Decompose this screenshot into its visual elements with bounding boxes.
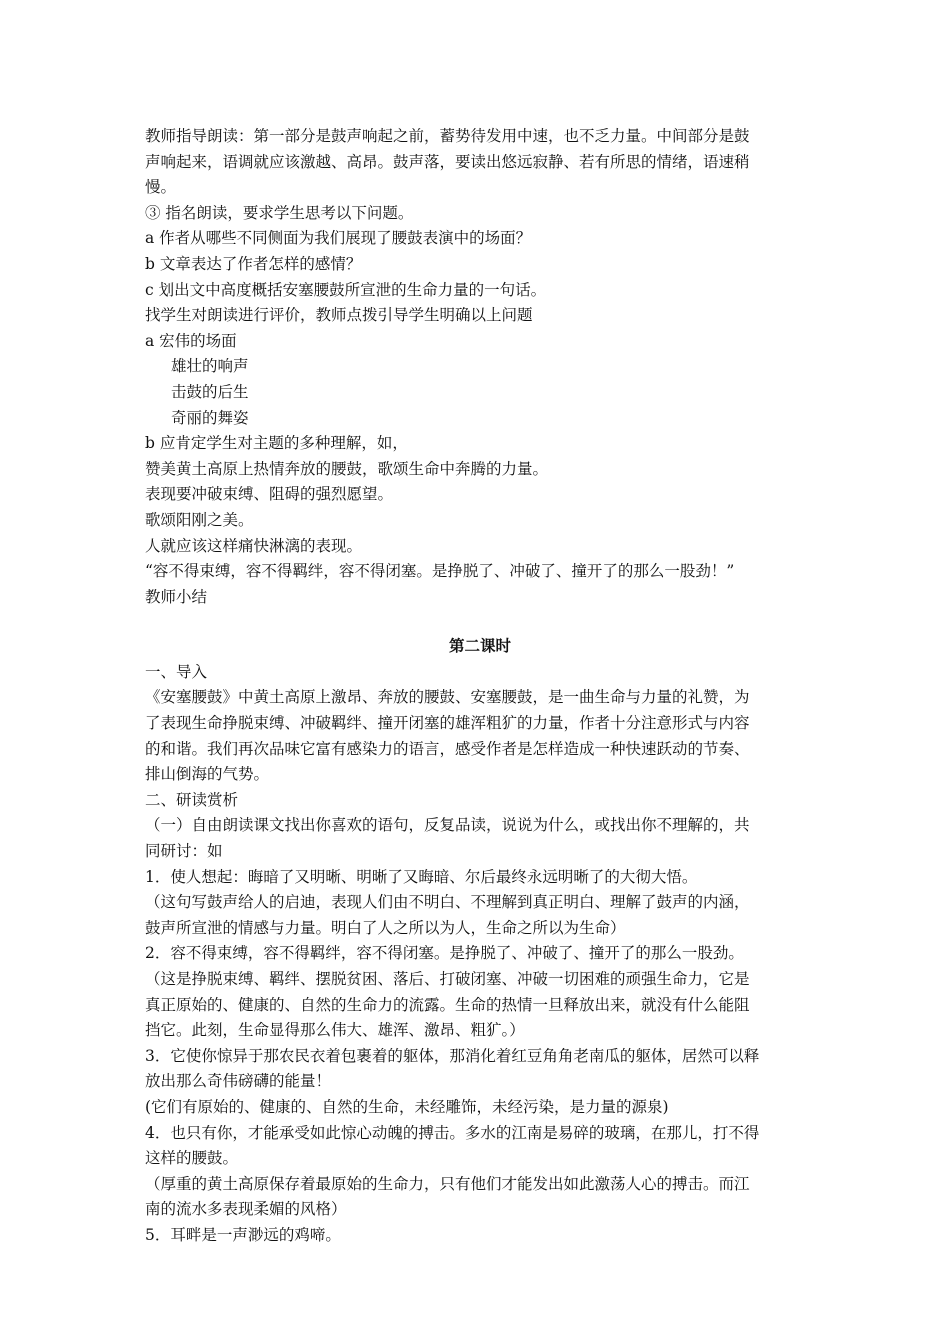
text-line: ③ 指名朗读，要求学生思考以下问题。	[145, 203, 414, 222]
document-page	[145, 124, 815, 1249]
text-line: 表现要冲破束缚、阻碍的强烈愿望。	[145, 485, 394, 504]
sentence-4: 4．也只有你，才能承受如此惊心动魄的搏击。多水的江南是易碎的玻璃，在那儿，打不得	[145, 1123, 760, 1142]
sentence-1: 1．使人想起：晦暗了又明晰、明晰了又晦暗、尔后最终永远明晰了的大彻大悟。	[145, 867, 698, 886]
note-1: 鼓声所宣泄的情感与力量。明白了人之所以为人，生命之所以为生命）	[145, 918, 626, 937]
note-3: (它们有原始的、健康的、自然的生命，未经雕饰，未经污染，是力量的源泉)	[145, 1097, 669, 1116]
sentence-4: 这样的腰鼓。	[145, 1149, 239, 1168]
text-line: 排山倒海的气势。	[145, 765, 270, 784]
sentence-2: 2．容不得束缚，容不得羁绊，容不得闭塞。是挣脱了、冲破了、撞开了的那么一股劲。	[145, 944, 744, 963]
note-2: 真正原始的、健康的、自然的生命力的流露。生命的热情一旦释放出来，就没有什么能阻	[145, 995, 750, 1014]
lesson-one-reading-section	[145, 124, 815, 610]
text-line: 了表现生命挣脱束缚、冲破羁绊、撞开闭塞的雄浑粗犷的力量，作者十分注意形式与内容	[145, 714, 750, 733]
text-line: 同研讨：如	[145, 842, 223, 861]
text-line: 人就应该这样痛快淋漓的表现。	[145, 536, 363, 555]
question-a: a 作者从哪些不同侧面为我们展现了腰鼓表演中的场面？	[145, 229, 532, 248]
text-line: 教师小结	[145, 587, 208, 606]
text-line: 教师指导朗读：第一部分是鼓声响起之前，蓄势待发用中速，也不乏力量。中间部分是鼓	[145, 127, 750, 145]
sentence-5: 5．耳畔是一声渺远的鸡啼。	[145, 1225, 341, 1244]
sentence-3: 放出那么奇伟磅礴的能量！	[145, 1072, 332, 1091]
answer-a-sub-item: 击鼓的后生	[171, 382, 249, 401]
lesson-two-section	[145, 660, 815, 1249]
note-2: （这是挣脱束缚、羁绊、摆脱贫困、落后、打破闭塞、冲破一切困难的顽强生命力，它是	[145, 970, 750, 988]
answer-b: b 应肯定学生对主题的多种理解，如，	[145, 434, 408, 453]
text-line: 声响起来，语调就应该激越、高昂。鼓声落，要读出悠远寂静、若有所思的情绪，语速稍	[145, 152, 750, 171]
text-line: 慢。	[145, 178, 177, 197]
text-line: （一）自由朗读课文找出你喜欢的语句，反复品读，说说为什么，或找出你不理解的，共	[145, 816, 750, 835]
text-line: 赞美黄土高原上热情奔放的腰鼓，歌颂生命中奔腾的力量。	[145, 459, 549, 478]
note-4: 南的流水多表现柔媚的风格）	[145, 1200, 347, 1219]
text-line: 的和谐。我们再次品味它富有感染力的语言，感受作者是怎样造成一种快速跃动的节奏、	[145, 739, 750, 758]
question-b: b 文章表达了作者怎样的感情？	[145, 254, 362, 273]
text-line: 歌颂阳刚之美。	[145, 510, 254, 529]
answer-a: a 宏伟的场面	[145, 331, 237, 350]
note-2: 挡它。此刻，生命显得那么伟大、雄浑、激昂、粗犷。）	[145, 1021, 525, 1040]
heading-intro: 一、导入	[145, 662, 208, 681]
section-title: 第二课时	[448, 637, 511, 656]
note-4: （厚重的黄土高原保存着最原始的生命力，只有他们才能发出如此激荡人心的搏击。而江	[145, 1174, 750, 1193]
sentence-3: 3．它使你惊异于那农民衣着包裹着的躯体，那消化着红豆角角老南瓜的躯体，居然可以释	[145, 1046, 760, 1065]
text-line: 《安塞腰鼓》中黄土高原上激昂、奔放的腰鼓、安塞腰鼓，是一曲生命与力量的礼赞，为	[145, 688, 750, 707]
text-line: 找学生对朗读进行评价，教师点拨引导学生明确以上问题	[145, 306, 533, 325]
heading-analysis: 二、研读赏析	[145, 790, 239, 809]
answer-a-sub-item: 奇丽的舞姿	[171, 408, 249, 427]
note-1: （这句写鼓声给人的启迪，表现人们由不明白、不理解到真正明白、理解了鼓声的内涵，	[145, 893, 750, 912]
question-c: c 划出文中高度概括安塞腰鼓所宣泄的生命力量的一句话。	[145, 280, 547, 299]
answer-a-sub-item: 雄壮的响声	[171, 357, 249, 376]
answer-c-quote: “容不得束缚，容不得羁绊，容不得闭塞。是挣脱了、冲破了、撞开了的那么一股劲！”	[145, 562, 735, 581]
